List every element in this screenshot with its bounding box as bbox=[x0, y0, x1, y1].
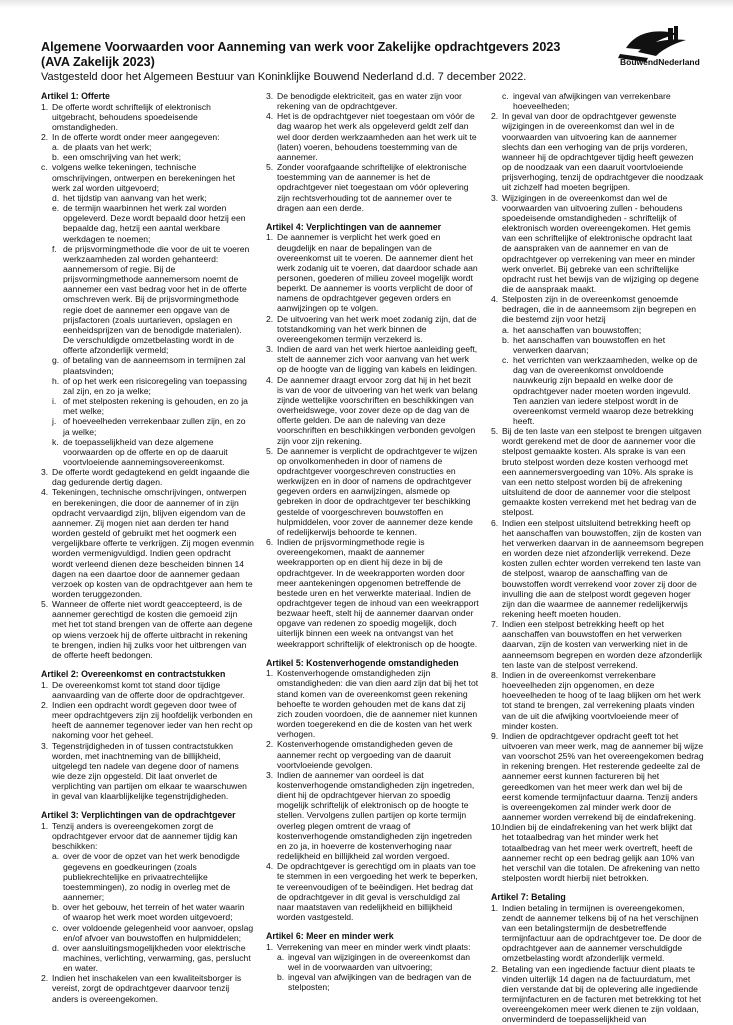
clause-number: 1. bbox=[41, 820, 49, 831]
sub-clause-text: ingeval van afwijkingen van verrekenbare hoeveelheden; bbox=[513, 91, 671, 112]
clause-number: 3. bbox=[266, 344, 274, 355]
column-3 bbox=[491, 91, 704, 1025]
sub-clause-marker: c. bbox=[502, 355, 509, 366]
clause-number: 1. bbox=[41, 679, 49, 690]
clause-text: Indien de aard van het werk hiertoe aanleiding geeft, stelt de aannemer zich voor aanvang van het werk op de hoogte van de ligging van kabels en leidingen. bbox=[277, 344, 478, 375]
clause-number: 4. bbox=[266, 374, 274, 385]
sub-clause bbox=[502, 91, 704, 111]
clause-item bbox=[266, 446, 479, 537]
article-block bbox=[41, 669, 254, 801]
sub-clause-marker: d. bbox=[52, 942, 60, 953]
clause-item bbox=[491, 193, 704, 295]
clause-text: Verrekening van meer en minder werk vindt plaats: bbox=[277, 941, 471, 952]
clause-item bbox=[491, 822, 704, 883]
clause-text: Het is de opdrachtgever niet toegestaan om vóór de dag waarop het werk als opgeleverd geldt zelf dan wel door derden werkzaamheden aan het werk uit te (laten) voeren, behoudens toestemming van de aannemer. bbox=[277, 111, 477, 162]
sub-clause-text: de termijn waarbinnen het werk zal worden opgeleverd. Deze wordt bepaald door hetzij een bepaalde dag, hetzij een aantal werkbare werkdagen te noemen; bbox=[63, 203, 246, 244]
sub-clause-text: over het gebouw, het terrein of het water waarin of waarop het werk moet worden uitgevoerd; bbox=[63, 902, 245, 923]
sub-clause-text: of betaling van de aanneemsom in termijnen zal plaatsvinden; bbox=[63, 355, 246, 376]
clause-number: 5. bbox=[266, 162, 274, 173]
article-heading: Artikel 3: Verplichtingen van de opdrachtgever bbox=[41, 810, 236, 821]
clause-item bbox=[41, 680, 254, 700]
sub-clause-marker: b. bbox=[52, 152, 60, 163]
sub-clause bbox=[502, 325, 704, 335]
article-columns bbox=[41, 91, 706, 1025]
sub-clause-text: of hoeveelheden verrekenbaar zullen zijn, en zo ja welke; bbox=[63, 416, 246, 437]
sub-clause-marker: g. bbox=[52, 355, 60, 366]
sub-clause bbox=[52, 416, 254, 436]
article-heading: Artikel 5: Kostenverhogende omstandigheden bbox=[266, 657, 459, 668]
clause-item bbox=[41, 700, 254, 741]
clause-item bbox=[41, 599, 254, 660]
article-heading: Artikel 7: Betaling bbox=[491, 892, 566, 903]
sub-clause-marker: b. bbox=[502, 334, 510, 345]
clause-text: Indien een stelpost betrekking heeft op het aanschaffen van bouwstoffen en het verwerken daarvan, zijn de kosten van verwerking niet in de aanneemsom begrepen en worden deze afzonderlijk ten laste van de stelpost verrekend. bbox=[502, 619, 703, 670]
clause-text: volgens welke tekeningen, technische omschrijvingen, ontwerpen en berekeningen het werk zal worden uitgevoerd; bbox=[52, 162, 235, 193]
clause-item bbox=[41, 162, 254, 467]
sub-clause-text: of met stelposten rekening is gehouden, en zo ja met welke; bbox=[63, 396, 248, 417]
logo-wordmark: BouwendNederland bbox=[620, 57, 700, 67]
sub-clause-marker: c. bbox=[502, 91, 509, 101]
clause-number: 5. bbox=[41, 599, 49, 610]
clause-item bbox=[266, 770, 479, 861]
clause-number: 2. bbox=[266, 739, 274, 750]
clause-number: 2. bbox=[41, 973, 49, 984]
clause-number: 1. bbox=[266, 668, 274, 679]
column-1 bbox=[41, 91, 254, 1016]
clause-item bbox=[491, 731, 704, 822]
clause-item bbox=[491, 964, 704, 1025]
clause-text: In de offerte wordt onder meer aangegeven: bbox=[52, 131, 220, 142]
article-block bbox=[41, 91, 254, 660]
article-heading: Artikel 1: Offerte bbox=[41, 91, 110, 101]
clause-number: 3. bbox=[41, 740, 49, 751]
article-heading: Artikel 6: Meer en minder werk bbox=[266, 931, 394, 942]
clause-item bbox=[491, 619, 704, 670]
sub-clause bbox=[52, 152, 254, 162]
sub-clause bbox=[52, 203, 254, 244]
clause-item bbox=[266, 344, 479, 374]
sub-clause bbox=[52, 396, 254, 416]
clause-text: Bij de ten laste van een stelpost te brengen uitgaven wordt gerekend met de door de aannemer voor die stelpost gemaakte kosten. Als sprake is van een bruto stelpost worden deze kosten verhoogd met een aannemersvergoeding van 10%. Als sprake is van een netto stelpost worden bij de afrekening uitsluitend de door de aannemer voor die stelpost gemaakte kosten verrekend met het bedrag van de stelpost. bbox=[502, 426, 702, 518]
clause-text: De uitvoering van het werk moet zodanig zijn, dat de totstandkoming van het werk binnen de overeengekomen termijn verzekerd is. bbox=[277, 313, 477, 344]
sub-clause-marker: b. bbox=[52, 902, 60, 913]
clause-item bbox=[266, 111, 479, 162]
clause-number: 3. bbox=[266, 91, 274, 101]
sub-clause-text: een omschrijving van het werk; bbox=[63, 152, 181, 163]
clause-number: 3. bbox=[41, 467, 49, 478]
clause-item bbox=[491, 111, 704, 192]
sub-clause-text: de toepasselijkheid van deze algemene voorwaarden op de offerte en op de daaruit voortvloeiende aannemingsovereenkomst. bbox=[63, 436, 228, 467]
clause-item bbox=[266, 314, 479, 344]
clause-number: 1. bbox=[41, 101, 49, 112]
clause-item bbox=[41, 741, 254, 802]
sub-clause bbox=[52, 923, 254, 943]
clause-item bbox=[266, 375, 479, 446]
clause-text: De overeenkomst komt tot stand door tijdige aanvaarding van de offerte door de opdrachtgever. bbox=[52, 679, 245, 700]
clause-number: 4. bbox=[41, 487, 49, 498]
clause-number: 10. bbox=[491, 822, 503, 833]
clause-text: Indien de aannemer van oordeel is dat kostenverhogende omstandigheden zijn ingetreden, dient hij de opdrachtgever hiervan zo spoedig mogelijk schriftelijk of elektronisch op de hoogte te stellen. Vervolgens zullen partijen op korte termijn overleg plegen omtrent de vraag of kostenverhogende omstandigheden zijn ingetreden en zo ja, in hoeverre de kostenverhoging naar redelijkheid en billijkheid zal worden vergoed. bbox=[277, 769, 475, 862]
sub-clause-text: het verrichten van werkzaamheden, welke op de dag van de overeenkomst onvoldoende nauwkeurig zijn bepaald en welke door de opdrachtgever nader moeten worden ingevuld. Ten aanzien van iedere stelpost wordt in de overeenkomst vermeld waarop deze betrekking heeft. bbox=[513, 355, 698, 426]
sub-clause-text: ingeval van afwijkingen van de bedragen van de stelposten; bbox=[288, 972, 472, 993]
clause-text: Indien bij de eindafrekening van het werk blijkt dat het totaalbedrag van het minder werk het totaalbedrag van het meer werk overtreft, heeft de aannemer recht op een bedrag gelijk aan 10% van het verschil van die totalen. De afrekening van netto stelposten wordt hierbij niet betrokken. bbox=[502, 822, 700, 884]
article-block bbox=[266, 91, 479, 213]
clause-text: De aannemer is verplicht het werk goed en deugdelijk en naar de bepalingen van de overeenkomst uit te voeren. De aannemer dient het werk zodanig uit te voeren, dat daardoor schade aan personen, goederen of milieu zoveel mogelijk wordt beperkt. De aannemer is voorts verplicht de door of namens de opdrachtgever gegeven orders en aanwijzingen op te volgen. bbox=[277, 232, 478, 314]
sub-clause bbox=[52, 355, 254, 375]
clause-text: Betaling van een ingediende factuur dient plaats te vinden uiterlijk 14 dagen na de factuurdatum, met dien verstande dat bij de oplevering alle ingediende termijnfacturen en de facturen met betrekking tot het overeengekomen meer werk dienen te zijn voldaan, onverminderd de toepasselijkheid van bbox=[502, 963, 702, 1025]
document-title: Algemene Voorwaarden voor Aanneming van werk voor Zakelijke opdrachtgevers 2023 (AVA Zakelijk 2023) bbox=[41, 40, 561, 69]
clause-text: Kostenverhogende omstandigheden zijn omstandigheden: die van dien aard zijn dat bij het tot stand komen van de overeenkomst geen rekening behoefte te worden gehouden met de kans dat zij zich zouden voordoen, die de aannemer niet kunnen worden toegerekend en die de kosten van het werk verhogen. bbox=[277, 668, 479, 740]
clause-item bbox=[491, 91, 704, 111]
article-heading: Artikel 2: Overeenkomst en contractstukken bbox=[41, 669, 226, 680]
sub-clause-text: ingeval van wijzigingen in de overeenkomst dan wel in de voorwaarden van uitvoering; bbox=[288, 951, 471, 972]
article-block bbox=[41, 810, 254, 1003]
clause-item bbox=[491, 426, 704, 517]
sub-clause-marker: i. bbox=[52, 396, 57, 407]
sub-clause bbox=[52, 943, 254, 973]
sub-clause bbox=[52, 851, 254, 902]
article-block bbox=[266, 658, 479, 922]
sub-clause-text: het tijdstip van aanvang van het werk; bbox=[63, 192, 207, 203]
clause-number: 9. bbox=[491, 730, 499, 741]
sub-clause-marker: h. bbox=[52, 375, 60, 386]
sub-clause-marker: a. bbox=[52, 142, 60, 153]
sub-clause-marker: j. bbox=[52, 416, 57, 427]
sub-clause-marker: a. bbox=[277, 951, 285, 962]
clause-item bbox=[266, 739, 479, 769]
page-top-edge bbox=[0, 0, 733, 8]
clause-text: Tenzij anders is overeengekomen zorgt de opdrachtgever ervoor dat de aannemer tijdig kan beschikken: bbox=[52, 820, 238, 852]
clause-number: 6. bbox=[266, 537, 274, 548]
clause-number: 7. bbox=[491, 619, 499, 630]
sub-clause bbox=[502, 355, 704, 426]
clause-number: 2. bbox=[41, 699, 49, 710]
clause-text: De offerte wordt gedagtekend en geldt ingaande die dag gedurende dertig dagen. bbox=[52, 467, 250, 488]
sub-clause-text: over voldoende gelegenheid voor aanvoer, opslag en/of afvoer van bouwstoffen en hulpmiddelen; bbox=[63, 922, 254, 943]
sub-clause-text: over aansluitingsmogelijkheden voor elektrische machines, verlichting, verwarming, gas, perslucht en water. bbox=[63, 942, 251, 974]
clause-number: 6. bbox=[491, 517, 499, 528]
clause-item bbox=[491, 903, 704, 964]
sub-clause-text: de plaats van het werk; bbox=[63, 142, 152, 153]
clause-text: Indien de opdrachtgever opdracht geeft tot het uitvoeren van meer werk, mag de aannemer bij wijze van voorschot 25% van het overeengekomen bedrag in rekening brengen. Het resterende gedeelte zal de aannemer eerst kunnen factureren bij het gereedkomen van het meer werk dan wel bij de eerst komende termijnfactuur daarna. Tenzij anders is overeengekomen zal minder werk door de aannemer worden verrekend bij de eindafrekening. bbox=[502, 730, 704, 823]
clause-item bbox=[491, 670, 704, 731]
sub-clause bbox=[52, 193, 254, 203]
clause-item bbox=[41, 467, 254, 487]
sub-clause bbox=[52, 142, 254, 152]
clause-item bbox=[266, 162, 479, 213]
clause-item bbox=[491, 518, 704, 620]
sub-clause-text: over de voor de opzet van het werk benodigde gegevens en goedkeuringen (zoals publiekrechtelijke en privaatrechtelijke toestemmingen), zo nodig in overleg met de aannemer; bbox=[63, 851, 240, 903]
clause-number: c. bbox=[41, 162, 48, 173]
clause-number: 1. bbox=[491, 902, 499, 913]
sub-clause-marker: b. bbox=[277, 972, 285, 983]
clause-number: 1. bbox=[266, 232, 274, 243]
clause-text: De offerte wordt schriftelijk of elektronisch uitgebracht, behoudens spoedeisende omstandigheden. bbox=[52, 101, 211, 132]
clause-number: 2. bbox=[491, 111, 499, 122]
clause-item bbox=[491, 294, 704, 426]
clause-item bbox=[41, 102, 254, 132]
clause-text: Indien betaling in termijnen is overeengekomen, zendt de aannemer telkens bij of na het verschijnen van een betalingstermijn de desbetreffende termijnfactuur aan de opdrachtgever toe. De door de opdrachtgever aan de aannemer verschuldigde omzetbelasting wordt afzonderlijk vermeld. bbox=[502, 902, 702, 964]
clause-text: Indien een stelpost uitsluitend betrekking heeft op het aanschaffen van bouwstoffen, zijn de kosten van het verwerken daarvan in de aanneemsom begrepen en worden deze niet afzonderlijk verrekend. Deze kosten zullen echter worden verrekend ten laste van de stelpost, waarop de aanschaffing van de bouwstoffen wordt verrekend voor zover zij door de invulling die aan de stelpost wordt gegeven hoger zijn dan die waarmee de aannemer redelijkerwijs rekening heeft moeten houden. bbox=[502, 517, 704, 619]
clause-item bbox=[266, 668, 479, 739]
clause-item bbox=[266, 232, 479, 313]
article-block bbox=[266, 222, 479, 649]
clause-text: Indien een opdracht wordt gegeven door twee of meer opdrachtgevers zijn zij hoofdelijk verbonden en heeft de aannemer tegenover ieder van hen recht op nakoming voor het geheel. bbox=[52, 699, 253, 741]
sub-clause bbox=[52, 376, 254, 396]
clause-text: De benodigde elektriciteit, gas en water zijn voor rekening van de opdrachtgever. bbox=[277, 91, 462, 112]
clause-text: Tegenstrijdigheden in of tussen contractstukken worden, met inachtneming van de billijkheid, uitgelegd ten nadele van degene door of namens wie deze zijn opgesteld. Dit laat onverlet de verplichting van partijen om elkaar te waarschuwen in geval van klaarblijkelijke tegenstrijdigheden. bbox=[52, 740, 247, 802]
clause-number: 5. bbox=[491, 426, 499, 437]
sub-clause bbox=[502, 335, 704, 355]
clause-number: 5. bbox=[266, 445, 274, 456]
clause-text: De aannemer draagt ervoor zorg dat hij in het bezit is van de voor de uitvoering van het werk van belang zijnde wettelijke voorschriften en beschikkingen van overheidswege, voor zover deze op de dag van de offerte gelden. De aan de naleving van deze voorschriften en beschikkingen verbonden gevolgen zijn voor zijn rekening. bbox=[277, 374, 478, 446]
clause-item bbox=[41, 821, 254, 973]
sub-clause bbox=[52, 902, 254, 922]
clause-number: 3. bbox=[491, 192, 499, 203]
clause-item bbox=[266, 861, 479, 922]
sub-clause bbox=[52, 244, 254, 356]
clause-text: Indien in de overeenkomst verrekenbare hoeveelheden zijn opgenomen, en deze hoeveelheden te hoog of te laag blijken om het werk tot stand te brengen, zal verrekening plaats vinden van de uit die afwijking voortvloeiende meer of minder kosten. bbox=[502, 669, 701, 731]
clause-item bbox=[41, 973, 254, 1003]
clause-number: 2. bbox=[41, 131, 49, 142]
sub-clause-text: of op het werk een risicoregeling van toepassing zal zijn, en zo ja welke; bbox=[63, 375, 247, 396]
clause-text: In geval van door de opdrachtgever gewenste wijzigingen in de overeenkomst dan wel in de voorwaarden van uitvoering kan de aannemer slechts dan een verhoging van de prijs vorderen, wanneer hij de opdrachtgever tijdig heeft gewezen op de noodzaak van een daaruit voortvloeiende prijsverhoging, tenzij de opdrachtgever die noodzaak uit zichzelf had moeten begrijpen. bbox=[502, 111, 704, 193]
clause-text: Indien de prijsvormingmethode regie is overeengekomen, maakt de aannemer weekrapporten op en dient hij deze in bij de opdrachtgever. In de weekrapporten worden door meer aantekeningen opgenomen betreffende de bestede uren en het verwerkte materiaal. Indien de opdrachtgever tegen de inhoud van een weekrapport bezwaar heeft, stelt hij de aannemer daarvan onder opgave van redenen zo spoedig mogelijk, doch uiterlijk binnen een week na ontvangst van het weekrapport schriftelijk of elektronisch op de hoogte. bbox=[277, 537, 479, 649]
sub-clause-marker: c. bbox=[52, 922, 59, 933]
sub-clause-marker: f. bbox=[52, 243, 57, 254]
sub-clause-text: de prijsvormingmethode die voor de uit te voeren werkzaamheden zal worden gehanteerd: aannemersom of regie. Bij de prijsvormingmethode aannemersom noemt de aannemer een vast bedrag voor het in de offerte omschreven werk. Bij de prijsvormingmethode regie doet de aannemer een opgave van de prijsfactoren (zoals uurtarieven, opslagen en eenheidsprijzen van de benodigde materialen). De verschuldigde omzetbelasting wordt in de offerte afzonderlijk vermeld; bbox=[63, 243, 250, 356]
sub-clause-marker: k. bbox=[52, 436, 59, 447]
clause-text: Wijzigingen in de overeenkomst dan wel de voorwaarden van uitvoering zullen - behoudens spoedeisende omstandigheden - schriftelijk of elektronisch worden overeengekomen. Het gemis van een schriftelijke of elektronische opdracht laat de aanspraken van de aannemer en van de opdrachtgever op verrekening van meer en minder werk onverlet. Bij gebreke van een schriftelijke opdracht rust het bewijs van de wijziging op degene die de aanspraak maakt. bbox=[502, 192, 699, 294]
clause-text: Wanneer de offerte niet wordt geaccepteerd, is de aannemer gerechtigd de kosten die gemoeid zijn met het tot stand brengen van de offerte aan degene op wiens verzoek hij de offerte uitbracht in rekening te brengen, indien hij zulks voor het uitbrengen van de offerte heeft bedongen. bbox=[52, 599, 253, 660]
clause-item bbox=[41, 132, 254, 162]
clause-text: Stelposten zijn in de overeenkomst genoemde bedragen, die in de aanneemsom zijn begrepen en die bestemd zijn voor hetzij bbox=[502, 294, 696, 325]
clause-number: 2. bbox=[491, 963, 499, 974]
sub-clause-marker: a. bbox=[502, 324, 510, 335]
clause-text: Indien het inschakelen van een kwaliteitsborger is vereist, zorgt de opdrachtgever daarvoor tenzij anders is overeengekomen. bbox=[52, 973, 242, 1004]
clause-item bbox=[266, 537, 479, 649]
clause-item bbox=[266, 91, 479, 111]
column-2 bbox=[266, 91, 479, 1016]
document-subtitle: Vastgesteld door het Algemeen Bestuur van Koninklijke Bouwend Nederland d.d. 7 december 2022. bbox=[41, 71, 527, 83]
clause-number: 4. bbox=[266, 861, 274, 872]
article-block bbox=[491, 892, 704, 1024]
clause-text: De aannemer is verplicht de opdrachtgever te wijzen op onvolkomenheden in door of namens de opdrachtgever voorgeschreven constructies en werkwijzen en in door of namens de opdrachtgever gegeven orders en aanwijzingen, alsmede op gebreken in door de opdrachtgever ter beschikking gestelde of voorgeschreven bouwstoffen en hulpmiddelen, voor zover de aannemer deze kende of redelijkerwijs behoorde te kennen. bbox=[277, 445, 478, 537]
clause-text: Tekeningen, technische omschrijvingen, ontwerpen en berekeningen, die door de aannemer of in zijn opdracht vervaardigd zijn, blijven eigendom van de aannemer. Zij mogen niet aan derden ter hand worden gesteld of gebruikt met het oogmerk een vergelijkbare offerte te verkrijgen. Zij mogen evenmin worden vermenigvuldigd. Indien geen opdracht wordt verleend dienen deze bescheiden binnen 14 dagen na een daartoe door de aannemer gedaan verzoek op kosten van de opdrachtgever aan hem te worden teruggezonden. bbox=[52, 487, 254, 599]
clause-text: Zonder voorafgaande schriftelijke of elektronische toestemming van de aannemer is het de opdrachtgever niet toegestaan om vóór oplevering zijn rechtsverhouding tot de aannemer over te dragen aan een derde. bbox=[277, 162, 469, 213]
clause-number: 8. bbox=[491, 669, 499, 680]
sub-clause bbox=[277, 972, 479, 992]
clause-number: 2. bbox=[266, 313, 274, 324]
clause-text: Kostenverhogende omstandigheden geven de aannemer recht op vergoeding van de daaruit voortvloeiende gevolgen. bbox=[277, 739, 453, 770]
sub-clause bbox=[277, 952, 479, 972]
article-block bbox=[266, 931, 479, 992]
sub-clause-marker: a. bbox=[52, 851, 60, 862]
article-heading: Artikel 4: Verplichtingen van de aannemer bbox=[266, 221, 442, 232]
sub-clause-marker: d. bbox=[52, 192, 60, 203]
sub-clause-text: het aanschaffen van bouwstoffen en het verwerken daarvan; bbox=[513, 334, 666, 355]
clause-number: 4. bbox=[491, 294, 499, 305]
clause-item bbox=[41, 487, 254, 599]
sub-clause bbox=[52, 437, 254, 467]
clause-number: 1. bbox=[266, 941, 274, 952]
sub-clause-marker: e. bbox=[52, 203, 60, 214]
sub-clause-text: het aanschaffen van bouwstoffen; bbox=[513, 324, 642, 335]
article-block bbox=[491, 91, 704, 883]
clause-text: De opdrachtgever is gerechtigd om in plaats van toe te stemmen in een vergoeding het werk te beperken, te vereenvoudigen of te beëindigen. Het bedrag dat de opdrachtgever in dit geval is verschuldigd zal naar maatstaven van redelijkheid en billijkheid worden vastgesteld. bbox=[277, 861, 478, 923]
clause-item bbox=[266, 942, 479, 993]
clause-number: 3. bbox=[266, 769, 274, 780]
clause-number: 4. bbox=[266, 111, 274, 122]
